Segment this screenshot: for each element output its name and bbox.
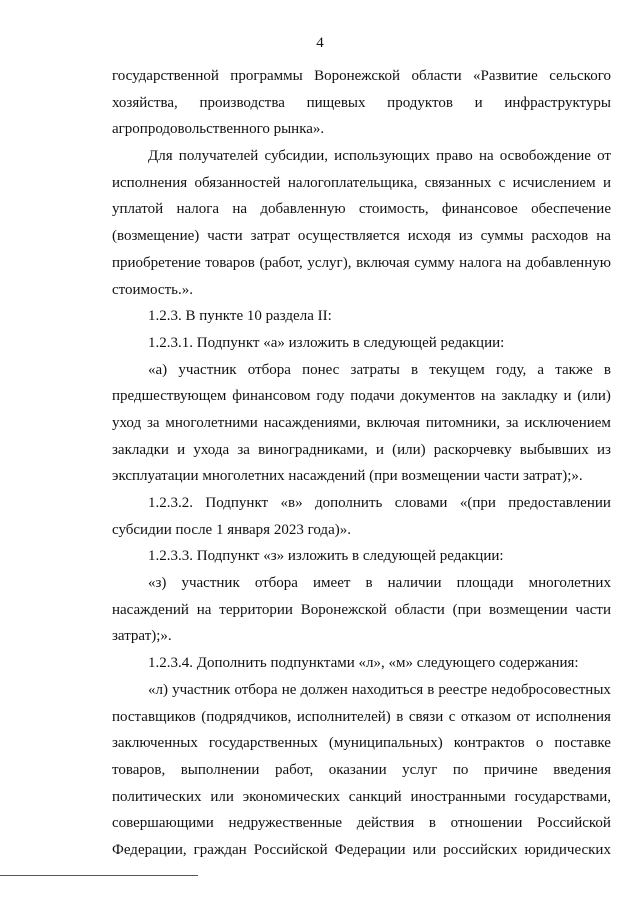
word: производства	[199, 94, 285, 111]
word: на	[596, 228, 611, 245]
word: и	[602, 174, 611, 191]
word: участник	[181, 575, 240, 592]
word: от	[597, 148, 611, 165]
word: исполнения	[112, 174, 188, 191]
text-line	[112, 730, 611, 757]
word: дополнить	[314, 495, 383, 511]
text-line	[112, 597, 611, 624]
word: насаждениями,	[263, 414, 361, 431]
word: недобросовестных	[491, 681, 611, 698]
word: налогоплательщика,	[287, 174, 418, 191]
word: на	[478, 148, 494, 165]
word: понес	[302, 361, 340, 378]
word: Воронежской	[300, 601, 387, 618]
word: из	[458, 228, 473, 245]
word: на	[480, 388, 496, 405]
word: введения	[553, 761, 611, 778]
word: Российской	[253, 841, 328, 858]
text-line	[112, 90, 611, 117]
word: Российской	[537, 815, 611, 832]
word: политических	[112, 788, 202, 805]
word: части	[207, 228, 243, 245]
word: (подрядчиков,	[201, 708, 292, 725]
word: освобождение	[499, 148, 591, 165]
word: использующих	[334, 148, 430, 165]
word: налога	[459, 254, 502, 271]
word: контрактов	[453, 735, 525, 752]
word: участник	[172, 681, 231, 698]
word: о	[535, 735, 544, 752]
word: отношении	[450, 815, 523, 832]
footer-rule	[0, 875, 198, 876]
text-line: стоимость.».	[112, 281, 193, 298]
word: граждан	[193, 841, 247, 858]
word: право	[436, 148, 473, 165]
word: сумму	[414, 254, 455, 271]
word: Воронежской	[314, 68, 401, 84]
word: области	[394, 601, 445, 618]
word: «з)	[148, 575, 167, 592]
text-line	[112, 570, 611, 597]
word: совершающими	[112, 815, 214, 832]
word: имеет	[313, 575, 351, 592]
word: возмещении	[489, 601, 568, 618]
word: Подпункт	[205, 495, 269, 511]
word: суммы	[480, 228, 524, 245]
word: в	[365, 575, 373, 592]
text-line	[112, 383, 611, 410]
word: «л)	[148, 681, 168, 698]
word: и	[474, 94, 483, 111]
word: «а)	[148, 361, 168, 378]
word: связанных	[424, 174, 492, 191]
word: поставщиков	[112, 708, 196, 725]
text-line	[112, 810, 611, 837]
word: 1.2.3.2.	[148, 495, 193, 511]
word: финансовое	[441, 201, 518, 218]
word: с	[498, 174, 506, 191]
text-line	[112, 223, 611, 250]
text-line: агропродовольственного рынка».	[112, 121, 325, 138]
text-line: затрат);».	[112, 628, 172, 645]
text-line	[112, 357, 611, 384]
word: «(при	[459, 495, 496, 511]
word: приобретение	[112, 254, 201, 271]
word: сельского	[549, 68, 611, 84]
word: хозяйства,	[112, 94, 178, 111]
word: в	[428, 815, 437, 832]
word: иностранными	[410, 788, 506, 805]
word: субсидии,	[264, 148, 328, 165]
word: не	[281, 681, 297, 698]
word: (при	[452, 601, 482, 618]
word: уход	[112, 414, 142, 431]
word: многолетних	[528, 575, 611, 592]
text-line	[112, 63, 611, 90]
word: раскорчевку	[433, 441, 512, 458]
word: питомники,	[425, 414, 501, 431]
word: виноградниками,	[258, 441, 368, 458]
word: на	[232, 201, 248, 218]
word: на	[506, 254, 522, 271]
word: государственной	[112, 68, 219, 84]
word: экономических	[242, 788, 340, 805]
word: за	[505, 414, 519, 431]
word: площади	[456, 575, 514, 592]
word: на	[196, 601, 212, 618]
word: исключением	[524, 414, 611, 431]
document-body	[112, 63, 611, 864]
text-line: 1.2.3.1. Подпункт «а» изложить в следующей редакции:	[148, 334, 505, 351]
word: отбора	[234, 681, 278, 698]
word: отбора	[247, 361, 291, 378]
word: юридических	[524, 841, 611, 858]
text-line	[112, 170, 611, 197]
text-line	[112, 677, 611, 704]
word: добавленную	[260, 201, 346, 218]
word: получателей	[178, 148, 259, 165]
word: словами	[394, 495, 448, 511]
text-line: 1.2.3. В пункте 10 раздела II:	[148, 308, 332, 325]
text-line	[112, 143, 611, 170]
word: услуг	[402, 761, 438, 778]
word: налога	[176, 201, 220, 218]
page-number: 4	[316, 35, 324, 51]
word: выбывших	[519, 441, 589, 458]
text-line	[112, 437, 611, 464]
word: (или)	[392, 441, 426, 458]
word: закладку	[501, 388, 558, 405]
word: финансовом	[232, 388, 311, 405]
word: российских	[443, 841, 518, 858]
word: «Развитие	[473, 68, 538, 84]
word: многолетними	[165, 414, 258, 431]
word: предоставлении	[508, 495, 611, 511]
word: отказом	[460, 708, 511, 725]
text-line	[112, 784, 611, 811]
word: включая	[356, 254, 410, 271]
word: реестре	[438, 681, 488, 698]
word: документов	[400, 388, 476, 405]
word: в	[411, 361, 419, 378]
word: пищевых	[306, 94, 366, 111]
word: инфраструктуры	[504, 94, 611, 111]
text-line: 1.2.3.3. Подпункт «з» изложить в следующей редакции:	[148, 548, 504, 565]
word: и	[375, 441, 384, 458]
text-line	[112, 196, 611, 223]
word: государствами,	[514, 788, 611, 805]
word: за	[146, 414, 160, 431]
word: Федерации	[334, 841, 406, 858]
word: оказании	[328, 761, 387, 778]
word: «в»	[280, 495, 303, 511]
word: затрат	[250, 228, 290, 245]
word: участник	[178, 361, 237, 378]
word: исходя	[407, 228, 451, 245]
word: включая	[366, 414, 421, 431]
text-line	[112, 704, 611, 731]
word: связи	[408, 708, 444, 725]
word: по	[452, 761, 469, 778]
word: обязанностей	[194, 174, 281, 191]
word: (муниципальных)	[328, 735, 443, 752]
word: закладки	[112, 441, 169, 458]
word: за	[237, 441, 250, 458]
word: добавленную	[525, 254, 611, 271]
word: территории	[219, 601, 293, 618]
word: затраты	[350, 361, 400, 378]
word: (работ,	[259, 254, 303, 271]
text-line	[112, 757, 611, 784]
word: обеспечение	[531, 201, 611, 218]
word: также	[555, 361, 593, 378]
word: (или)	[577, 388, 611, 405]
word: причине	[483, 761, 538, 778]
text-line: субсидии после 1 января 2023 года)».	[112, 521, 351, 538]
word: государственных	[208, 735, 318, 752]
word: предшествующем	[112, 388, 227, 405]
word: исполнителей)	[296, 708, 391, 725]
word: отбора	[254, 575, 298, 592]
word: от	[516, 708, 531, 725]
word: программы	[230, 68, 303, 84]
word: подачи	[350, 388, 395, 405]
word: находиться	[351, 681, 424, 698]
word: должен	[300, 681, 348, 698]
text-line	[112, 250, 611, 277]
word: поставке	[554, 735, 611, 752]
word: насаждений	[112, 601, 189, 618]
word: товаров	[205, 254, 255, 271]
word: Для	[148, 148, 173, 165]
word: недружественные	[228, 815, 343, 832]
word: работ,	[274, 761, 314, 778]
text-line	[112, 410, 611, 437]
word: и	[177, 441, 186, 458]
word: году,	[495, 361, 527, 378]
word: заключенных	[112, 735, 198, 752]
word: наличии	[387, 575, 442, 592]
word: из	[596, 441, 611, 458]
word: выполнении	[180, 761, 260, 778]
word: и	[563, 388, 572, 405]
word: в	[603, 361, 611, 378]
word: или	[412, 841, 437, 858]
word: а	[537, 361, 545, 378]
text-line: 1.2.3.4. Дополнить подпунктами «л», «м» следующего содержания:	[148, 655, 579, 672]
word: с	[448, 708, 456, 725]
word: санкций	[348, 788, 402, 805]
word: части	[575, 601, 611, 618]
word: Федерации,	[112, 841, 187, 858]
word: в	[427, 681, 435, 698]
word: уплатой	[112, 201, 164, 218]
word: исполнения	[535, 708, 611, 725]
word: стоимость,	[358, 201, 429, 218]
word: продуктов	[387, 94, 453, 111]
word: услуг),	[307, 254, 352, 271]
text-line	[112, 837, 611, 864]
word: или	[210, 788, 234, 805]
word: расходов	[531, 228, 589, 245]
word: текущем	[429, 361, 485, 378]
word: товаров,	[112, 761, 166, 778]
word: (возмещение)	[112, 228, 200, 245]
word: в	[396, 708, 404, 725]
word: исчислением	[512, 174, 596, 191]
text-line	[112, 490, 611, 517]
word: году	[316, 388, 345, 405]
word: области	[411, 68, 462, 84]
word: ухода	[193, 441, 230, 458]
word: действия	[356, 815, 415, 832]
text-line: эксплуатации многолетних насаждений (при возмещении части затрат);».	[112, 468, 583, 485]
word: осуществляется	[297, 228, 400, 245]
